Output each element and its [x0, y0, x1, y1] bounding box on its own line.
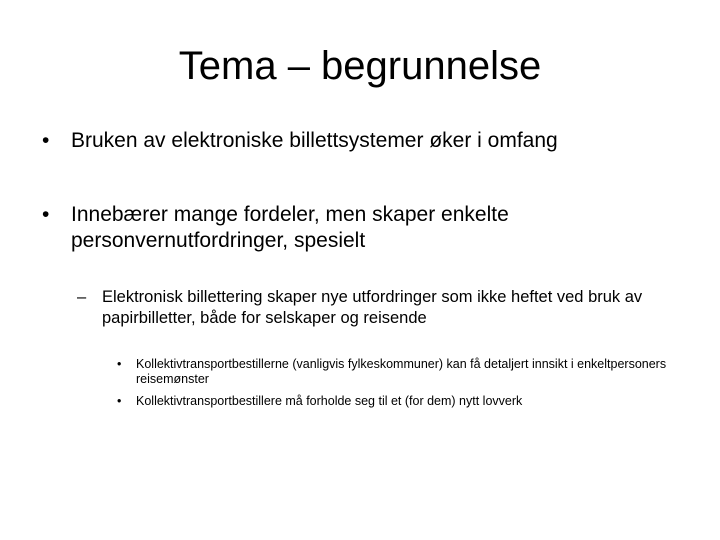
bullet-item — [36, 202, 676, 254]
sub-sub-bullet-text: Kollektivtransportbestillerne (vanligvis fylkeskommuner) kan få detaljert innsikt i enkeltpersoners reisemønster — [136, 357, 667, 386]
sub-sub-bullet-text: Kollektivtransportbestillere må forholde seg til et (for dem) nytt lovverk — [136, 394, 523, 408]
bullet-text: Innebærer mange fordeler, men skaper enkelte personvernutfordringer, spesielt — [71, 203, 509, 252]
bullet-item — [36, 128, 676, 154]
bullet-marker: • — [117, 394, 122, 408]
sub-sub-bullet-item — [36, 357, 674, 387]
sub-bullet-item — [36, 287, 676, 329]
bullet-text: Bruken av elektroniske billettsystemer øker i omfang — [71, 129, 558, 152]
sub-sub-bullet-item — [36, 394, 674, 409]
bullet-marker: • — [117, 357, 122, 371]
bullet-marker: • — [42, 203, 50, 226]
slide-title: Tema – begrunnelse — [178, 44, 542, 88]
dash-marker: – — [77, 288, 87, 306]
sub-bullet-text: Elektronisk billettering skaper nye utfordringer som ikke heftet ved bruk av papirbilletter, både for selskaper og reisende — [102, 288, 643, 327]
slide-content — [36, 128, 676, 409]
bullet-marker: • — [42, 129, 50, 152]
